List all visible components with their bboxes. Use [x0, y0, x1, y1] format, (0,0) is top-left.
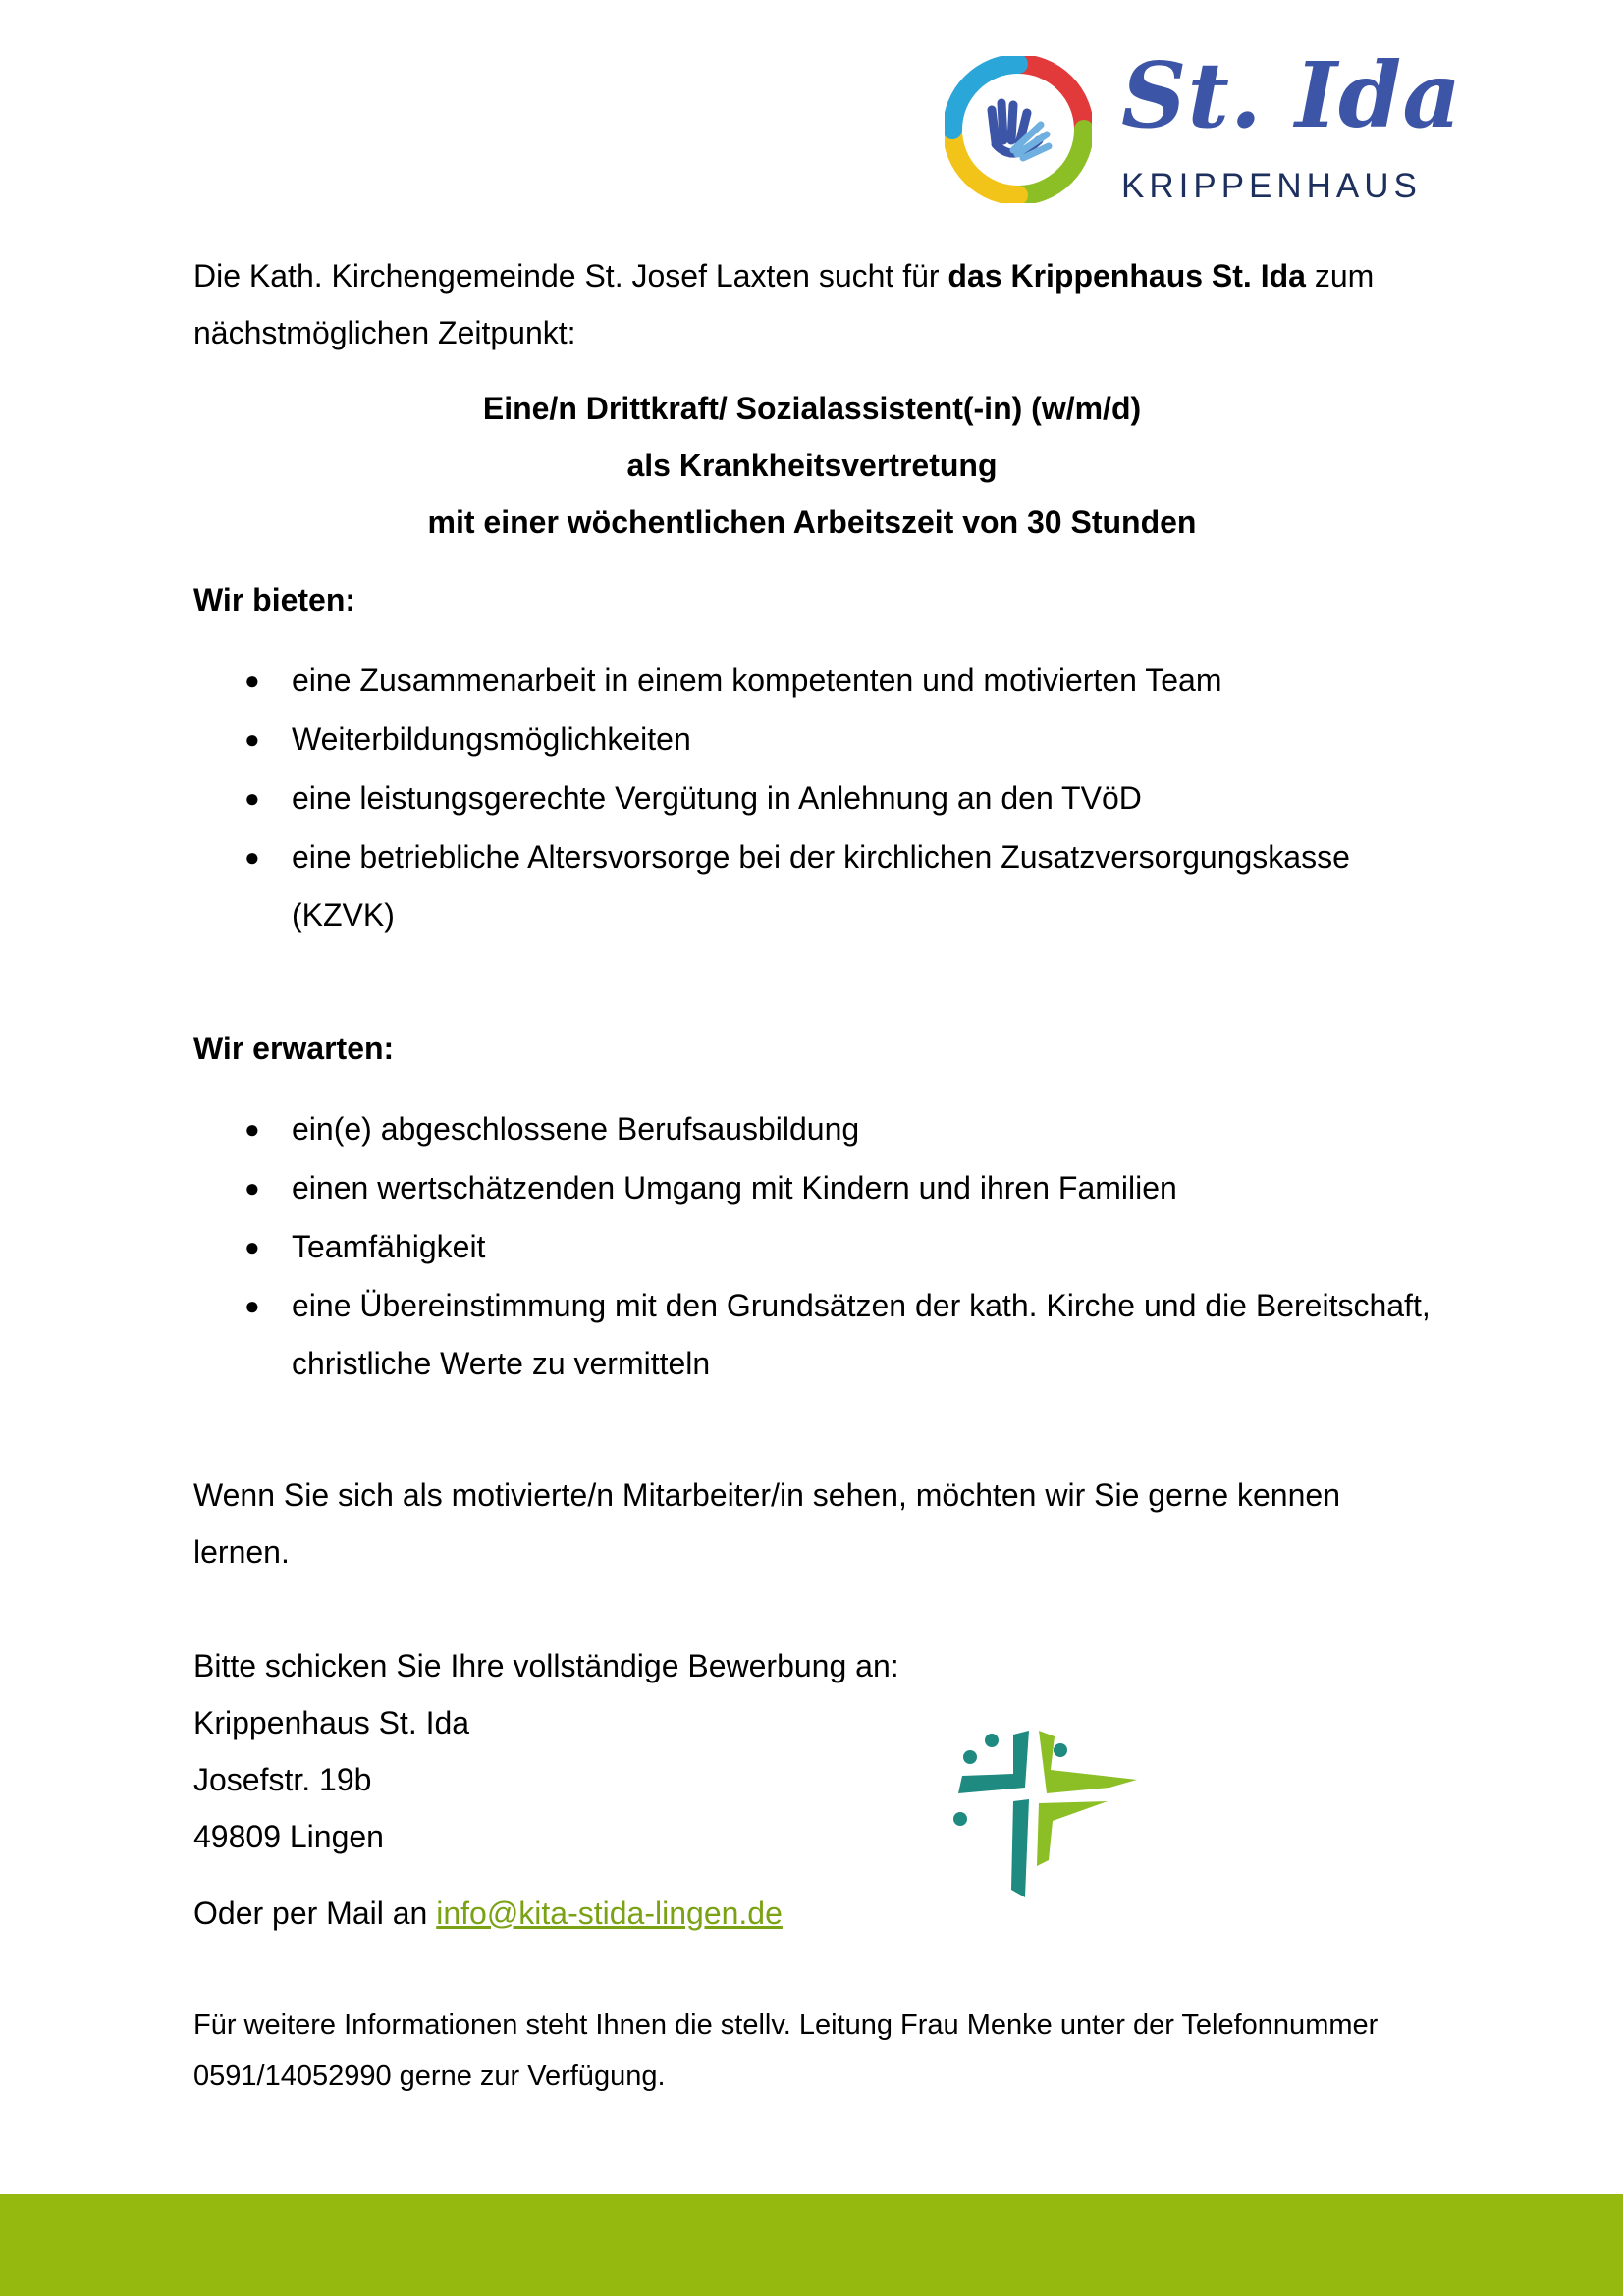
- cross-dot: [985, 1734, 999, 1747]
- headline-line-1: Eine/n Drittkraft/ Sozialassistent(-in) (w/m/d): [482, 391, 1142, 426]
- footer-bar: [0, 2194, 1623, 2296]
- bullet-icon: ●: [244, 842, 260, 872]
- application-intro: Bitte schicken Sie Ihre vollständige Bewerbung an:: [193, 1648, 899, 1683]
- application-block: [193, 1637, 1440, 1865]
- cross-arm-green: [1039, 1731, 1137, 1793]
- list-item: ● eine Zusammenarbeit in einem kompetenten und motivierten Team: [193, 652, 1440, 710]
- bullet-icon: ●: [244, 1114, 260, 1144]
- expect-list: [193, 1100, 1440, 1394]
- parish-cross-icon: [943, 1723, 1159, 1899]
- bullet-icon: ●: [244, 1173, 260, 1202]
- offer-heading: Wir bieten:: [193, 582, 356, 617]
- list-item: ● eine Übereinstimmung mit den Grundsätzen der kath. Kirche und die Bereitschaft, christliche Werte zu vermitteln: [193, 1277, 1440, 1393]
- intro-text-1: Die Kath. Kirchengemeinde St. Josef Laxten sucht für: [193, 258, 948, 294]
- list-item: ● ein(e) abgeschlossene Berufsausbildung: [193, 1100, 1440, 1158]
- mail-prefix: Oder per Mail an: [193, 1896, 437, 1931]
- logo-name: St. Ida: [1121, 42, 1462, 148]
- list-item: ● eine leistungsgerechte Vergütung in Anlehnung an den TVöD: [193, 770, 1440, 828]
- intro-bold: das Krippenhaus St. Ida: [947, 258, 1306, 294]
- headline-line-3: mit einer wöchentlichen Arbeitszeit von 30 Stunden: [427, 505, 1197, 540]
- bullet-icon: ●: [244, 666, 260, 695]
- mail-line: [193, 1885, 1440, 1942]
- headline-line-2: als Krankheitsvertretung: [626, 448, 998, 483]
- job-headline: [193, 380, 1431, 551]
- bullet-icon: ●: [244, 724, 260, 754]
- address-name: Krippenhaus St. Ida: [193, 1705, 470, 1740]
- cross-dot: [1054, 1743, 1067, 1757]
- bullet-icon: ●: [244, 783, 260, 813]
- cross-dot: [953, 1812, 967, 1826]
- address-city: 49809 Lingen: [193, 1819, 384, 1854]
- closing-paragraph: Wenn Sie sich als motivierte/n Mitarbeiter/in sehen, möchten wir Sie gerne kennen lernen.: [193, 1477, 1340, 1570]
- email-link[interactable]: info@kita-stida-lingen.de: [436, 1896, 783, 1931]
- list-item: ● Weiterbildungsmöglichkeiten: [193, 711, 1440, 769]
- offer-list: [193, 652, 1440, 945]
- intro-text-2: zum nächstmöglichen Zeitpunkt:: [193, 258, 1375, 350]
- contact-paragraph: Für weitere Informationen steht Ihnen die stellv. Leitung Frau Menke unter der Telefonnummer 0591/14052990 gerne zur Verfügung.: [193, 2009, 1379, 2092]
- cross-dot: [963, 1750, 977, 1764]
- list-item: ● eine betriebliche Altersvorsorge bei der kirchlichen Zusatzversorgungskasse (KZVK): [193, 828, 1440, 944]
- bullet-icon: ●: [244, 1291, 260, 1320]
- expect-heading: Wir erwarten:: [193, 1031, 395, 1066]
- logo-subtitle: KRIPPENHAUS: [1121, 167, 1422, 205]
- list-item: ● Teamfähigkeit: [193, 1218, 1440, 1276]
- krippenhaus-logo: [945, 42, 1462, 211]
- list-item: ● einen wertschätzenden Umgang mit Kindern und ihren Familien: [193, 1159, 1440, 1217]
- address-street: Josefstr. 19b: [193, 1762, 372, 1797]
- intro-paragraph: [193, 247, 1440, 361]
- hands-circle-icon: [945, 56, 1092, 203]
- bullet-icon: ●: [244, 1232, 260, 1261]
- cross-stem-teal: [1011, 1799, 1029, 1897]
- cross-stem-green: [1037, 1801, 1108, 1866]
